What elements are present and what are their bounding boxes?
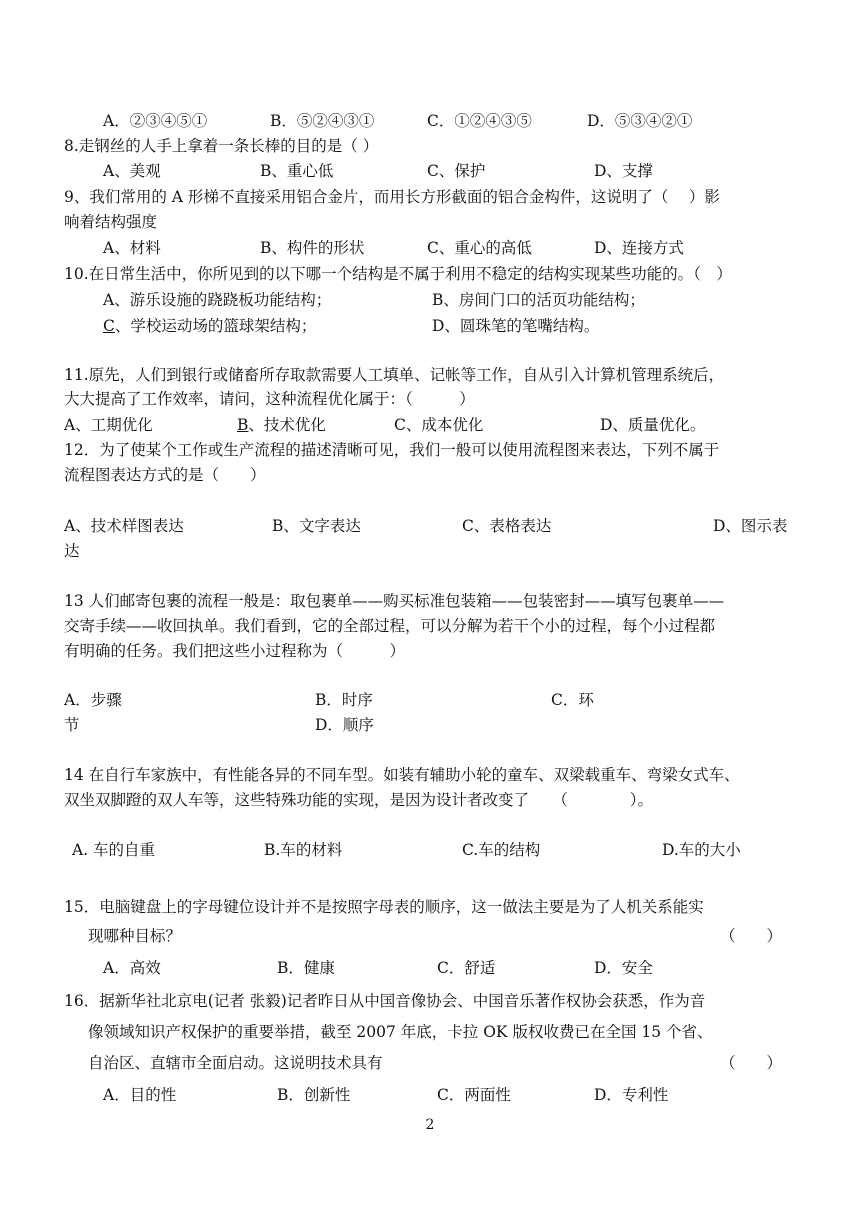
q10-option-c-letter: C xyxy=(103,317,115,335)
q9-option-d: D、连接方式 xyxy=(594,239,684,257)
q7-option-d: D．⑤③④②① xyxy=(587,112,693,130)
q13-option-b: B．时序 xyxy=(315,691,373,709)
q7-option-b: B．⑤②④③① xyxy=(270,112,375,130)
q10-stem: 10.在日常生活中，你所见到的以下哪一个结构是不属于利用不稳定的结构实现某些功能的。（ ） xyxy=(64,265,732,283)
q11-option-c: C、成本优化 xyxy=(394,416,484,434)
q8-stem: 8.走钢丝的人手上拿着一条长棒的目的是（ ） xyxy=(64,137,379,155)
q16-stem-line1: 16．据新华社北京电(记者 张毅)记者昨日从中国音像协会、中国音乐著作权协会获悉，作为音 xyxy=(64,992,706,1010)
q8-option-d: D、支撑 xyxy=(594,162,653,180)
q12-option-d-wrap: 达 xyxy=(64,542,80,560)
q7-option-a: A．②③④⑤① xyxy=(103,112,208,130)
q12-stem-line2: 流程图表达方式的是（ ） xyxy=(64,466,266,484)
q11-option-d: D、质量优化。 xyxy=(600,416,706,434)
q11-stem-line2: 大大提高了工作效率，请问，这种流程优化属于：（ ） xyxy=(64,390,475,408)
q10-option-a: A、游乐设施的跷跷板功能结构； xyxy=(103,291,332,309)
q9-stem-line1: 9、我们常用的 A 形梯不直接采用铝合金片，而用长方形截面的铝合金构件，这说明了（ ）影 xyxy=(64,188,720,206)
q15-option-a: A．高效 xyxy=(103,959,161,977)
q16-option-c: C．两面性 xyxy=(437,1086,511,1104)
q12-option-b: B、文字表达 xyxy=(272,517,361,535)
q16-option-b: B．创新性 xyxy=(277,1086,351,1104)
q14-stem-line2: 双坐双脚蹬的双人车等，这些特殊功能的实现，是因为设计者改变了 （ ）。 xyxy=(64,791,654,809)
q11-option-b-text: 、技术优化 xyxy=(248,416,326,434)
q16-stem-line2: 像领域知识产权保护的重要举措，截至 2007 年底，卡拉 OK 版权收费已在全国 15 个省、 xyxy=(88,1023,713,1041)
q12-option-c: C、表格表达 xyxy=(462,517,552,535)
q12-option-a: A、技术样图表达 xyxy=(64,517,184,535)
q12-option-d: D、图示表 xyxy=(713,517,788,535)
q13-stem-line3: 有明确的任务。我们把这些小过程称为（ ） xyxy=(64,642,406,660)
q13-option-c-wrap: 节 xyxy=(64,716,80,734)
q14-option-a: A. 车的自重 xyxy=(72,841,156,859)
q11-option-a: A、工期优化 xyxy=(64,416,153,434)
q13-stem-line1: 13 人们邮寄包裹的流程一般是：取包裹单——购买标准包装箱——包装密封——填写包裹单—— xyxy=(64,592,725,610)
q12-stem-line1: 12．为了使某个工作或生产流程的描述清晰可见，我们一般可以使用流程图来表达，下列不属于 xyxy=(64,441,720,459)
q15-answer-paren: （ ） xyxy=(720,927,783,945)
q8-option-a: A、美观 xyxy=(103,162,161,180)
q9-option-a: A、材料 xyxy=(103,239,161,257)
q11-option-b-letter: B xyxy=(237,416,249,434)
q7-option-c: C．①②④③⑤ xyxy=(427,112,532,130)
q16-answer-paren: （ ） xyxy=(720,1054,783,1072)
q8-option-b: B、重心低 xyxy=(260,162,334,180)
q10-option-b: B、房间门口的活页功能结构； xyxy=(432,291,645,309)
q10-option-c-text: 、学校运动场的篮球架结构； xyxy=(114,317,317,335)
q15-option-d: D．安全 xyxy=(594,959,653,977)
q13-option-c: C．环 xyxy=(551,691,594,709)
q16-option-d: D．专利性 xyxy=(594,1086,669,1104)
page-number: 2 xyxy=(425,1117,435,1133)
q10-option-d: D、圆珠笔的笔嘴结构。 xyxy=(432,317,600,335)
q15-stem-line2: 现哪种目标？ xyxy=(88,927,182,945)
q11-stem-line1: 11.原先，人们到银行或储畜所存取款需要人工填单、记帐等工作，自从引入计算机管理系统后， xyxy=(64,366,725,384)
q14-option-d: D.车的大小 xyxy=(662,841,741,859)
q11-option-b xyxy=(237,415,326,435)
q13-option-a: A．步骤 xyxy=(64,691,122,709)
q15-option-b: B．健康 xyxy=(277,959,335,977)
q16-stem-line3: 自治区、直辖市全面启动。这说明技术具有 xyxy=(88,1054,383,1072)
q9-option-b: B、构件的形状 xyxy=(260,239,365,257)
q9-option-c: C、重心的高低 xyxy=(427,239,532,257)
q14-option-b: B.车的材料 xyxy=(264,841,343,859)
q8-option-c: C、保护 xyxy=(427,162,486,180)
q15-stem-line1: 15．电脑键盘上的字母键位设计并不是按照字母表的顺序，这一做法主要是为了人机关系能实 xyxy=(64,898,704,916)
q9-stem-line2: 响着结构强度 xyxy=(64,213,158,231)
q14-stem-line1: 14 在自行车家族中，有性能各异的不同车型。如装有辅助小轮的童车、双梁载重车、弯梁女式车、 xyxy=(64,766,740,784)
q10-option-c xyxy=(103,316,316,336)
q15-option-c: C．舒适 xyxy=(437,959,496,977)
q14-option-c: C.车的结构 xyxy=(462,841,541,859)
q13-stem-line2: 交寄手续——收回执单。我们看到，它的全部过程，可以分解为若干个小的过程，每个小过程都 xyxy=(64,617,716,635)
q13-option-d: D．顺序 xyxy=(315,716,374,734)
q16-option-a: A．目的性 xyxy=(103,1086,177,1104)
